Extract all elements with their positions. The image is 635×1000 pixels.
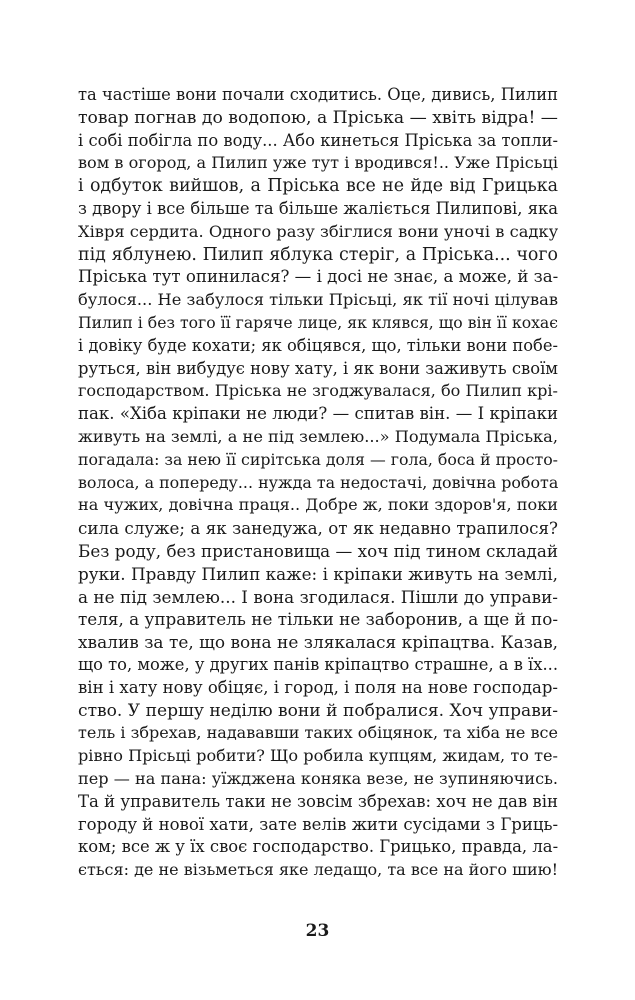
text-line: з двору і все більше та більше жаліється Пилипові, яка bbox=[78, 198, 558, 218]
text-line: він і хату нову обіцяє, і город, і поля на нове господар- bbox=[78, 677, 558, 697]
text-line: Хівря сердита. Одного разу збіглися вони уночі в садку bbox=[78, 221, 559, 241]
text-line: ється: де не візьметься яке ледащо, та все на його шию! bbox=[78, 860, 558, 880]
text-line: городу й нової хати, зате велів жити сусідами з Гриць- bbox=[78, 814, 559, 834]
text-line: руки. Правду Пилип каже: і кріпаки живуть на землі, bbox=[78, 563, 558, 584]
text-line: булося... Не забулося тільки Прісьці, як тії ночі цілував bbox=[78, 290, 558, 310]
text-line: вом в огород, а Пилип уже тут і вродився!.. Уже Прісьці bbox=[78, 153, 558, 173]
text-line: на чужих, довічна праця.. Добре ж, поки здоров'я, поки bbox=[78, 495, 558, 515]
text-line: тель і збрехав, надававши таких обіцянок, та хіба не все bbox=[78, 723, 558, 743]
text-line: пак. «Хіба кріпаки не люди? — спитав він. — І кріпаки bbox=[78, 404, 558, 424]
text-line: господарством. Пріська не згоджувалася, бо Пилип крі- bbox=[78, 381, 558, 401]
text-line: ком; все ж у їх своє господарство. Грицько, правда, ла- bbox=[78, 837, 559, 857]
text-line: погадала: за нею її сирітська доля — гола, боса й просто- bbox=[78, 449, 558, 469]
text-line: рівно Прісьці робити? Що робила купцям, жидам, то те- bbox=[78, 746, 558, 766]
text-line: і одбуток вийшов, а Пріська все не йде від Грицька bbox=[78, 176, 558, 197]
text-line: Та й управитель таки не зовсім збрехав: хоч не дав він bbox=[78, 791, 558, 811]
text-line: Пріська тут опинилася? — і досі не знає, а може, й за- bbox=[78, 267, 559, 287]
text-line: живуть на землі, а не під землею...» Подумала Пріська, bbox=[78, 426, 558, 446]
text-line: Без роду, без пристановища — хоч під тином складай bbox=[78, 540, 558, 561]
text-line: ство. У першу неділю вони й побралися. Хоч управи- bbox=[78, 700, 558, 721]
text-line: і собі побігла по воду... Або кинеться Пріська за топли- bbox=[78, 130, 558, 150]
text-line: що то, може, у других панів кріпацтво страшне, а в їх... bbox=[78, 654, 558, 674]
text-line: волоса, а попереду... нужда та недостачі, довічна робота bbox=[78, 472, 559, 492]
text-line: сила служе; а як занедужа, от як недавно трапилося? bbox=[78, 518, 558, 539]
text-line: хвалив за те, що вона не злякалася кріпацтва. Казав, bbox=[78, 632, 558, 653]
text-line: під яблунею. Пилип яблука стеріг, а Пріська... чого bbox=[78, 244, 558, 265]
text-line: товар погнав до водопою, а Пріська — хвіть відра! — bbox=[78, 107, 558, 128]
text-line: та частіше вони почали сходитись. Оце, дивись, Пилип bbox=[78, 85, 558, 104]
body-text bbox=[78, 84, 558, 882]
text-line: руться, він вибудує нову хату, і як вони заживуть своїм bbox=[78, 358, 559, 378]
text-line: пер — на пана: уїжджена коняка везе, не зупиняючись. bbox=[78, 768, 558, 788]
text-line: теля, а управитель не тільки не заборонив, а ще й по- bbox=[78, 609, 558, 630]
text-line: Пилип і без того її гаряче лице, як клявся, що він її кохає bbox=[78, 312, 558, 332]
page-number: 23 bbox=[305, 921, 330, 941]
text-line: а не під землею... І вона згодилася. Пішли до управи- bbox=[78, 586, 558, 607]
text-line: і довіку буде кохати; як обіцявся, що, тільки вони побе- bbox=[78, 335, 559, 355]
